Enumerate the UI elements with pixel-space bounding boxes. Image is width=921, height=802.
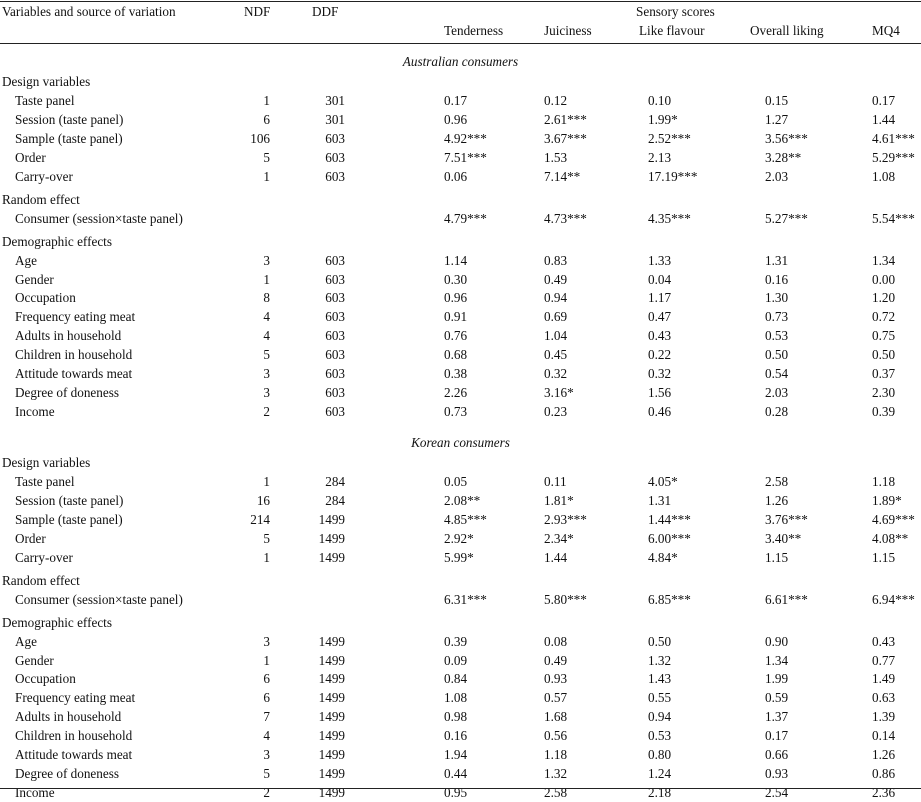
like-flavour-value: 0.43: [648, 328, 672, 344]
like-flavour-value: 0.04: [648, 271, 672, 287]
row-label: Income: [15, 404, 55, 420]
header-ddf: DDF: [312, 4, 339, 19]
like-flavour-value: 0.22: [648, 347, 672, 363]
juiciness-value: 0.93: [544, 671, 568, 687]
tenderness-value: 0.84: [444, 671, 468, 687]
ndf-value: 3: [263, 385, 270, 401]
like-flavour-value: 0.53: [648, 728, 672, 744]
tenderness-value: 0.96: [444, 290, 468, 306]
header-col-like-flavour: Like flavour: [639, 23, 705, 38]
ndf-value: 5: [263, 347, 270, 363]
row-label: Age: [15, 633, 37, 649]
mq4-value: 1.39: [872, 709, 896, 725]
ddf-value: 1499: [318, 671, 345, 687]
ndf-value: 4: [263, 728, 270, 744]
mq4-value: 1.20: [872, 290, 896, 306]
row-label: Session (taste panel): [15, 111, 124, 127]
group-title: Australian consumers: [402, 54, 519, 69]
juiciness-value: 0.49: [544, 271, 568, 287]
tenderness-value: 0.17: [444, 92, 468, 108]
tenderness-value: 0.30: [444, 271, 468, 287]
juiciness-value: 7.14**: [544, 168, 581, 184]
mq4-value: 5.54***: [872, 210, 915, 226]
overall-liking-value: 5.27***: [765, 210, 808, 226]
ddf-value: 603: [325, 168, 345, 184]
row-label: Children in household: [15, 728, 133, 744]
overall-liking-value: 1.30: [765, 290, 789, 306]
overall-liking-value: 0.15: [765, 92, 789, 108]
tenderness-value: 0.96: [444, 111, 468, 127]
ndf-value: 8: [263, 290, 270, 306]
juiciness-value: 1.81*: [544, 492, 574, 508]
overall-liking-value: 2.54: [765, 785, 789, 801]
overall-liking-value: 2.03: [765, 385, 789, 401]
like-flavour-value: 1.44***: [648, 511, 691, 527]
ddf-value: 603: [325, 252, 345, 268]
mq4-value: 2.36: [872, 785, 896, 801]
ndf-value: 1: [263, 549, 270, 565]
row-label: Gender: [15, 652, 54, 668]
like-flavour-value: 1.99*: [648, 111, 678, 127]
overall-liking-value: 0.73: [765, 309, 789, 325]
overall-liking-value: 3.28**: [765, 149, 802, 165]
header-col-overall-liking: Overall liking: [750, 23, 824, 38]
ddf-value: 1499: [318, 690, 345, 706]
section-title: Random effect: [2, 191, 80, 207]
ndf-value: 2: [263, 785, 270, 801]
ddf-value: 603: [325, 290, 345, 306]
row-label: Adults in household: [15, 328, 122, 344]
tenderness-value: 0.09: [444, 652, 468, 668]
tenderness-value: 4.79***: [444, 210, 487, 226]
tenderness-value: 0.91: [444, 309, 468, 325]
ddf-value: [300, 591, 345, 609]
row-label: Taste panel: [15, 92, 75, 108]
ndf-value: 5: [263, 530, 270, 546]
like-flavour-value: 0.47: [648, 309, 672, 325]
like-flavour-value: 0.80: [648, 747, 672, 763]
row-label: Session (taste panel): [15, 492, 124, 508]
tenderness-value: 0.05: [444, 473, 468, 489]
ndf-value: 4: [263, 309, 270, 325]
overall-liking-value: 0.93: [765, 766, 789, 782]
like-flavour-value: 2.52***: [648, 130, 691, 146]
row-label: Children in household: [15, 347, 133, 363]
juiciness-value: 0.12: [544, 92, 568, 108]
overall-liking-value: 6.61***: [765, 591, 808, 607]
ndf-value: 3: [263, 366, 270, 382]
juiciness-value: 1.04: [544, 328, 568, 344]
ndf-value: [225, 210, 270, 228]
ddf-value: 284: [325, 492, 345, 508]
mq4-value: 0.63: [872, 690, 896, 706]
ndf-value: 7: [263, 709, 270, 725]
tenderness-value: 0.06: [444, 168, 468, 184]
mq4-value: 2.30: [872, 385, 896, 401]
row-label: Consumer (session×taste panel): [15, 591, 183, 607]
tenderness-value: 7.51***: [444, 149, 487, 165]
like-flavour-value: 17.19***: [648, 168, 698, 184]
mq4-value: 1.89*: [872, 492, 902, 508]
row-label: Income: [15, 785, 55, 801]
mq4-value: 0.43: [872, 633, 896, 649]
mq4-value: 0.39: [872, 404, 896, 420]
like-flavour-value: 1.33: [648, 252, 672, 268]
juiciness-value: 1.44: [544, 549, 568, 565]
juiciness-value: 0.08: [544, 633, 568, 649]
like-flavour-value: 4.35***: [648, 210, 691, 226]
juiciness-value: 2.93***: [544, 511, 587, 527]
row-label: Frequency eating meat: [15, 690, 136, 706]
overall-liking-value: 0.54: [765, 366, 789, 382]
ndf-value: 16: [256, 492, 270, 508]
like-flavour-value: 1.32: [648, 652, 672, 668]
like-flavour-value: 1.17: [648, 290, 672, 306]
overall-liking-value: 0.16: [765, 271, 789, 287]
ddf-value: 1499: [318, 652, 345, 668]
tenderness-value: 1.08: [444, 690, 468, 706]
like-flavour-value: 2.13: [648, 149, 672, 165]
mq4-value: 5.29***: [872, 149, 915, 165]
juiciness-value: 0.49: [544, 652, 568, 668]
ddf-value: 1499: [318, 633, 345, 649]
header-col-mq4: MQ4: [872, 23, 900, 38]
mq4-value: 1.18: [872, 473, 896, 489]
mq4-value: 4.08**: [872, 530, 909, 546]
juiciness-value: 0.23: [544, 404, 568, 420]
overall-liking-value: 1.26: [765, 492, 789, 508]
group-title: Korean consumers: [411, 435, 510, 450]
ndf-value: 6: [263, 690, 270, 706]
ndf-value: 2: [263, 404, 270, 420]
section-title: Design variables: [2, 455, 91, 470]
mq4-value: 6.94***: [872, 591, 915, 607]
juiciness-value: 5.80***: [544, 591, 587, 607]
ndf-value: 1: [263, 652, 270, 668]
overall-liking-value: 1.31: [765, 252, 789, 268]
section-title: Random effect: [2, 572, 80, 588]
tenderness-value: 1.14: [444, 252, 468, 268]
row-label: Sample (taste panel): [15, 511, 123, 527]
overall-liking-value: 3.76***: [765, 511, 808, 527]
ddf-value: 603: [325, 130, 345, 146]
mq4-value: 4.69***: [872, 511, 915, 527]
header-sensory-scores: Sensory scores: [636, 4, 715, 19]
like-flavour-value: 0.10: [648, 92, 672, 108]
ddf-value: 1499: [318, 549, 345, 565]
like-flavour-value: 6.00***: [648, 530, 691, 546]
like-flavour-value: 4.84*: [648, 549, 678, 565]
header-col-tenderness: Tenderness: [444, 23, 504, 38]
tenderness-value: 0.98: [444, 709, 468, 725]
overall-liking-value: 3.56***: [765, 130, 808, 146]
mq4-value: 1.15: [872, 549, 896, 565]
mq4-value: 1.44: [872, 111, 896, 127]
ddf-value: 1499: [318, 747, 345, 763]
ddf-value: [300, 210, 345, 228]
ndf-value: 214: [250, 511, 270, 527]
ddf-value: 1499: [318, 511, 345, 527]
juiciness-value: 0.56: [544, 728, 568, 744]
row-label: Order: [15, 149, 46, 165]
bottom-rule: [0, 788, 921, 789]
header-col-juiciness: Juiciness: [544, 23, 592, 38]
ddf-value: 1499: [318, 709, 345, 725]
like-flavour-value: 1.43: [648, 671, 672, 687]
overall-liking-value: 1.34: [765, 652, 789, 668]
juiciness-value: 3.67***: [544, 130, 587, 146]
ndf-value: 1: [263, 271, 270, 287]
header-variables: Variables and source of variation: [2, 4, 176, 19]
overall-liking-value: 0.50: [765, 347, 789, 363]
mq4-value: 1.08: [872, 168, 896, 184]
tenderness-value: 4.92***: [444, 130, 487, 146]
row-label: Age: [15, 252, 37, 268]
juiciness-value: 0.94: [544, 290, 568, 306]
juiciness-value: 1.18: [544, 747, 568, 763]
row-label: Adults in household: [15, 709, 122, 725]
juiciness-value: 0.11: [544, 473, 567, 489]
row-label: Order: [15, 530, 46, 546]
tenderness-value: 0.38: [444, 366, 468, 382]
tenderness-value: 4.85***: [444, 511, 487, 527]
ddf-value: 603: [325, 149, 345, 165]
overall-liking-value: 1.27: [765, 111, 789, 127]
ndf-value: 6: [263, 671, 270, 687]
row-label: Frequency eating meat: [15, 309, 136, 325]
tenderness-value: 0.68: [444, 347, 468, 363]
like-flavour-value: 2.18: [648, 785, 672, 801]
tenderness-value: 0.95: [444, 785, 468, 801]
ndf-value: 3: [263, 633, 270, 649]
juiciness-value: 2.34*: [544, 530, 574, 546]
ndf-value: [225, 591, 270, 609]
ndf-value: 6: [263, 111, 270, 127]
ddf-value: 1499: [318, 728, 345, 744]
row-label: Gender: [15, 271, 54, 287]
ddf-value: 284: [325, 473, 345, 489]
row-label: Taste panel: [15, 473, 75, 489]
juiciness-value: 0.45: [544, 347, 568, 363]
juiciness-value: 0.57: [544, 690, 568, 706]
overall-liking-value: 1.37: [765, 709, 789, 725]
mq4-value: 0.86: [872, 766, 896, 782]
mq4-value: 4.61***: [872, 130, 915, 146]
ddf-value: 1499: [318, 785, 345, 801]
like-flavour-value: 0.94: [648, 709, 672, 725]
ndf-value: 5: [263, 766, 270, 782]
row-label: Occupation: [15, 671, 76, 687]
ndf-value: 1: [263, 92, 270, 108]
overall-liking-value: 0.17: [765, 728, 789, 744]
row-label: Attitude towards meat: [15, 747, 133, 763]
tenderness-value: 0.16: [444, 728, 468, 744]
row-label: Carry-over: [15, 168, 73, 184]
row-label: Degree of doneness: [15, 385, 119, 401]
mq4-value: 1.34: [872, 252, 896, 268]
ndf-value: 1: [263, 473, 270, 489]
ddf-value: 1499: [318, 766, 345, 782]
mq4-value: 0.75: [872, 328, 896, 344]
tenderness-value: 5.99*: [444, 549, 474, 565]
like-flavour-value: 1.56: [648, 385, 672, 401]
juiciness-value: 1.53: [544, 149, 568, 165]
tenderness-value: 0.44: [444, 766, 468, 782]
overall-liking-value: 0.90: [765, 633, 789, 649]
ndf-value: 3: [263, 747, 270, 763]
like-flavour-value: 0.55: [648, 690, 672, 706]
ddf-value: 603: [325, 347, 345, 363]
juiciness-value: 0.32: [544, 366, 568, 382]
row-label: Occupation: [15, 290, 76, 306]
tenderness-value: 0.73: [444, 404, 468, 420]
overall-liking-value: 2.03: [765, 168, 789, 184]
overall-liking-value: 2.58: [765, 473, 789, 489]
mq4-value: 0.50: [872, 347, 896, 363]
overall-liking-value: 0.28: [765, 404, 789, 420]
ddf-value: 603: [325, 309, 345, 325]
row-label: Consumer (session×taste panel): [15, 210, 183, 226]
overall-liking-value: 0.66: [765, 747, 789, 763]
ddf-value: 603: [325, 366, 345, 382]
juiciness-value: 2.58: [544, 785, 568, 801]
like-flavour-value: 0.32: [648, 366, 672, 382]
ddf-value: 603: [325, 328, 345, 344]
row-label: Sample (taste panel): [15, 130, 123, 146]
tenderness-value: 0.39: [444, 633, 468, 649]
mq4-value: 0.37: [872, 366, 896, 382]
ndf-value: 3: [263, 252, 270, 268]
ddf-value: 603: [325, 404, 345, 420]
tenderness-value: 2.26: [444, 385, 468, 401]
row-label: Degree of doneness: [15, 766, 119, 782]
mq4-value: 0.00: [872, 271, 896, 287]
mq4-value: 0.17: [872, 92, 896, 108]
juiciness-value: 1.32: [544, 766, 568, 782]
juiciness-value: 0.83: [544, 252, 568, 268]
ddf-value: 603: [325, 271, 345, 287]
mq4-value: 0.72: [872, 309, 896, 325]
juiciness-value: 4.73***: [544, 210, 587, 226]
overall-liking-value: 1.99: [765, 671, 789, 687]
ddf-value: 301: [325, 92, 345, 108]
tenderness-value: 1.94: [444, 747, 468, 763]
header-rule: [0, 43, 921, 44]
overall-liking-value: 1.15: [765, 549, 789, 565]
ndf-value: 4: [263, 328, 270, 344]
tenderness-value: 0.76: [444, 328, 468, 344]
juiciness-value: 0.69: [544, 309, 568, 325]
mq4-value: 1.26: [872, 747, 896, 763]
like-flavour-value: 1.31: [648, 492, 672, 508]
tenderness-value: 2.92*: [444, 530, 474, 546]
like-flavour-value: 0.46: [648, 404, 672, 420]
like-flavour-value: 1.24: [648, 766, 672, 782]
section-title: Design variables: [2, 74, 91, 89]
ddf-value: 301: [325, 111, 345, 127]
row-label: Carry-over: [15, 549, 73, 565]
like-flavour-value: 4.05*: [648, 473, 678, 489]
mq4-value: 0.14: [872, 728, 896, 744]
ndf-value: 106: [250, 130, 270, 146]
overall-liking-value: 0.53: [765, 328, 789, 344]
overall-liking-value: 0.59: [765, 690, 789, 706]
section-title: Demographic effects: [2, 614, 112, 630]
ddf-value: 1499: [318, 530, 345, 546]
juiciness-value: 2.61***: [544, 111, 587, 127]
tenderness-value: 6.31***: [444, 591, 487, 607]
top-rule: [0, 1, 921, 2]
row-label: Attitude towards meat: [15, 366, 133, 382]
ddf-value: 603: [325, 385, 345, 401]
like-flavour-value: 0.50: [648, 633, 672, 649]
like-flavour-value: 6.85***: [648, 591, 691, 607]
mq4-value: 0.77: [872, 652, 896, 668]
overall-liking-value: 3.40**: [765, 530, 802, 546]
header-ndf: NDF: [244, 4, 271, 19]
ndf-value: 5: [263, 149, 270, 165]
juiciness-value: 1.68: [544, 709, 568, 725]
ndf-value: 1: [263, 168, 270, 184]
mq4-value: 1.49: [872, 671, 896, 687]
section-title: Demographic effects: [2, 233, 112, 249]
juiciness-value: 3.16*: [544, 385, 574, 401]
tenderness-value: 2.08**: [444, 492, 481, 508]
